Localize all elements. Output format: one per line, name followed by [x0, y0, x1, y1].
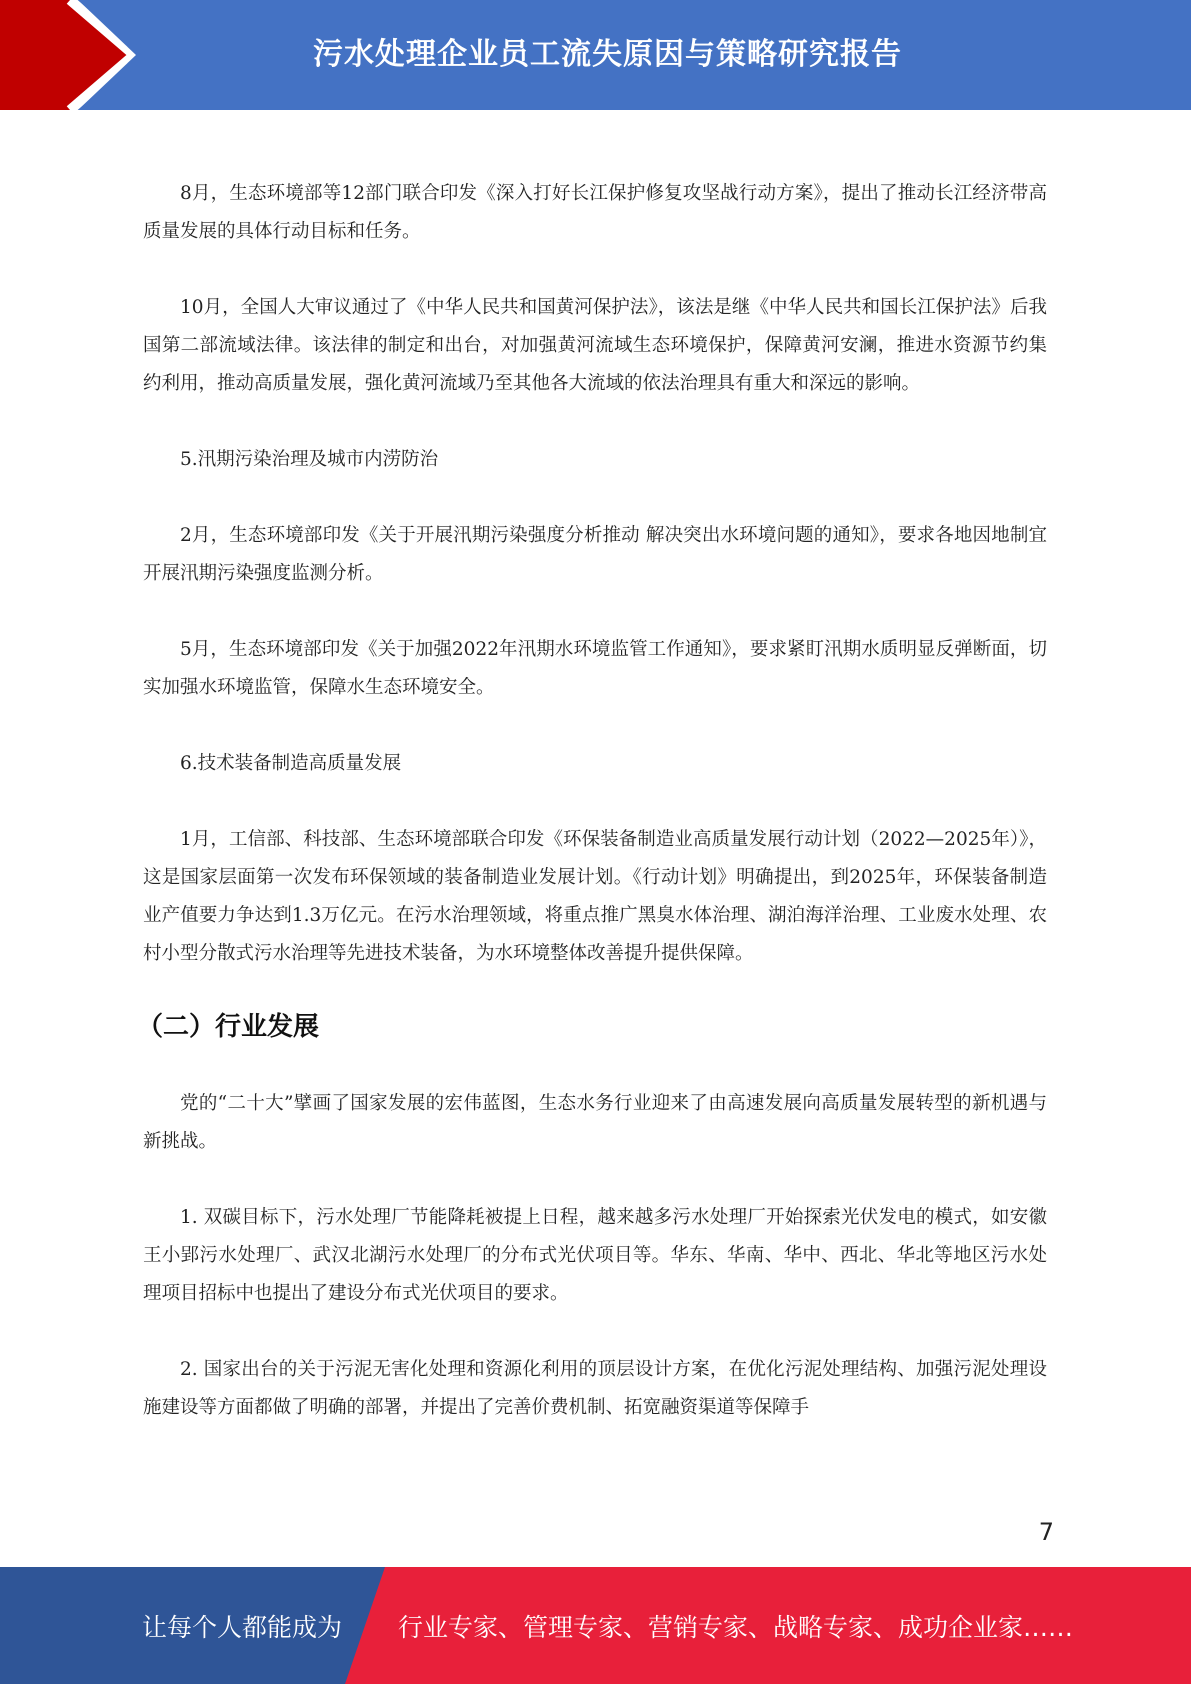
page-footer: [0, 1567, 1191, 1684]
subheading-equipment-manufacturing: 6.技术装备制造高质量发展: [180, 753, 402, 774]
subheading-flood-pollution: 5.汛期污染治理及城市内涝防治: [180, 449, 439, 470]
paragraph-yellow-river-law: 10月，全国人大审议通过了《中华人民共和国黄河保护法》，该法是继《中华人民共和国长江保护法》后我国第二部流域法律。该法律的制定和出台，对加强黄河流域生态环境保护，保障黄河安澜，推进水资源节约集约利用，推动高质量发展，强化黄河流域乃至其他各大流域的依法治理具有重大和深远的影响。: [143, 297, 1047, 394]
paragraph-equipment-plan: 1月，工信部、科技部、生态环境部联合印发《环保装备制造业高质量发展行动计划（2022—2025年）》，这是国家层面第一次发布环保领域的装备制造业发展计划。《行动计划》明确提出，到2025年，环保装备制造业产值要力争达到1.3万亿元。在污水治理领域，将重点推广黑臭水体治理、湖泊海洋治理、工业废水处理、农村小型分散式污水治理等先进技术装备，为水环境整体改善提升提供保障。: [143, 829, 1047, 964]
paragraph-dual-carbon: 1. 双碳目标下，污水处理厂节能降耗被提上日程，越来越多污水处理厂开始探索光伏发电的模式，如安徽王小郢污水处理厂、武汉北湖污水处理厂的分布式光伏项目等。华东、华南、华中、西北、华北等地区污水处理项目招标中也提出了建设分布式光伏项目的要求。: [143, 1207, 1047, 1304]
footer-slogan-right: 行业专家、管理专家、营销专家、战略专家、成功企业家……: [398, 1612, 1074, 1642]
paragraph-flood-analysis-notice: 2月，生态环境部印发《关于开展汛期污染强度分析推动 解决突出水环境问题的通知》，要求各地因地制宜开展汛期污染强度监测分析。: [143, 525, 1047, 584]
section-heading-industry-development: （二）行业发展: [137, 1012, 320, 1042]
paragraph-yangtze-plan: 8月，生态环境部等12部门联合印发《深入打好长江保护修复攻坚战行动方案》，提出了推动长江经济带高质量发展的具体行动目标和任务。: [143, 183, 1047, 242]
page-number: 7: [1038, 1518, 1054, 1546]
paragraph-twentieth-congress: 党的“二十大”擘画了国家发展的宏伟蓝图，生态水务行业迎来了由高速发展向高质量发展转型的新机遇与新挑战。: [143, 1093, 1047, 1152]
report-title: 污水处理企业员工流失原因与策略研究报告: [313, 37, 902, 72]
paragraph-sludge-treatment: 2. 国家出台的关于污泥无害化处理和资源化利用的顶层设计方案，在优化污泥处理结构、加强污泥处理设施建设等方面都做了明确的部署，并提出了完善价费机制、拓宽融资渠道等保障手: [143, 1359, 1047, 1418]
footer-slogan-left: 让每个人都能成为: [142, 1612, 343, 1642]
paragraph-flood-supervision: 5月，生态环境部印发《关于加强2022年汛期水环境监管工作通知》，要求紧盯汛期水质明显反弹断面，切实加强水环境监管，保障水生态环境安全。: [143, 639, 1047, 698]
page-content: [137, 175, 1047, 1427]
page-header: [0, 0, 1191, 110]
